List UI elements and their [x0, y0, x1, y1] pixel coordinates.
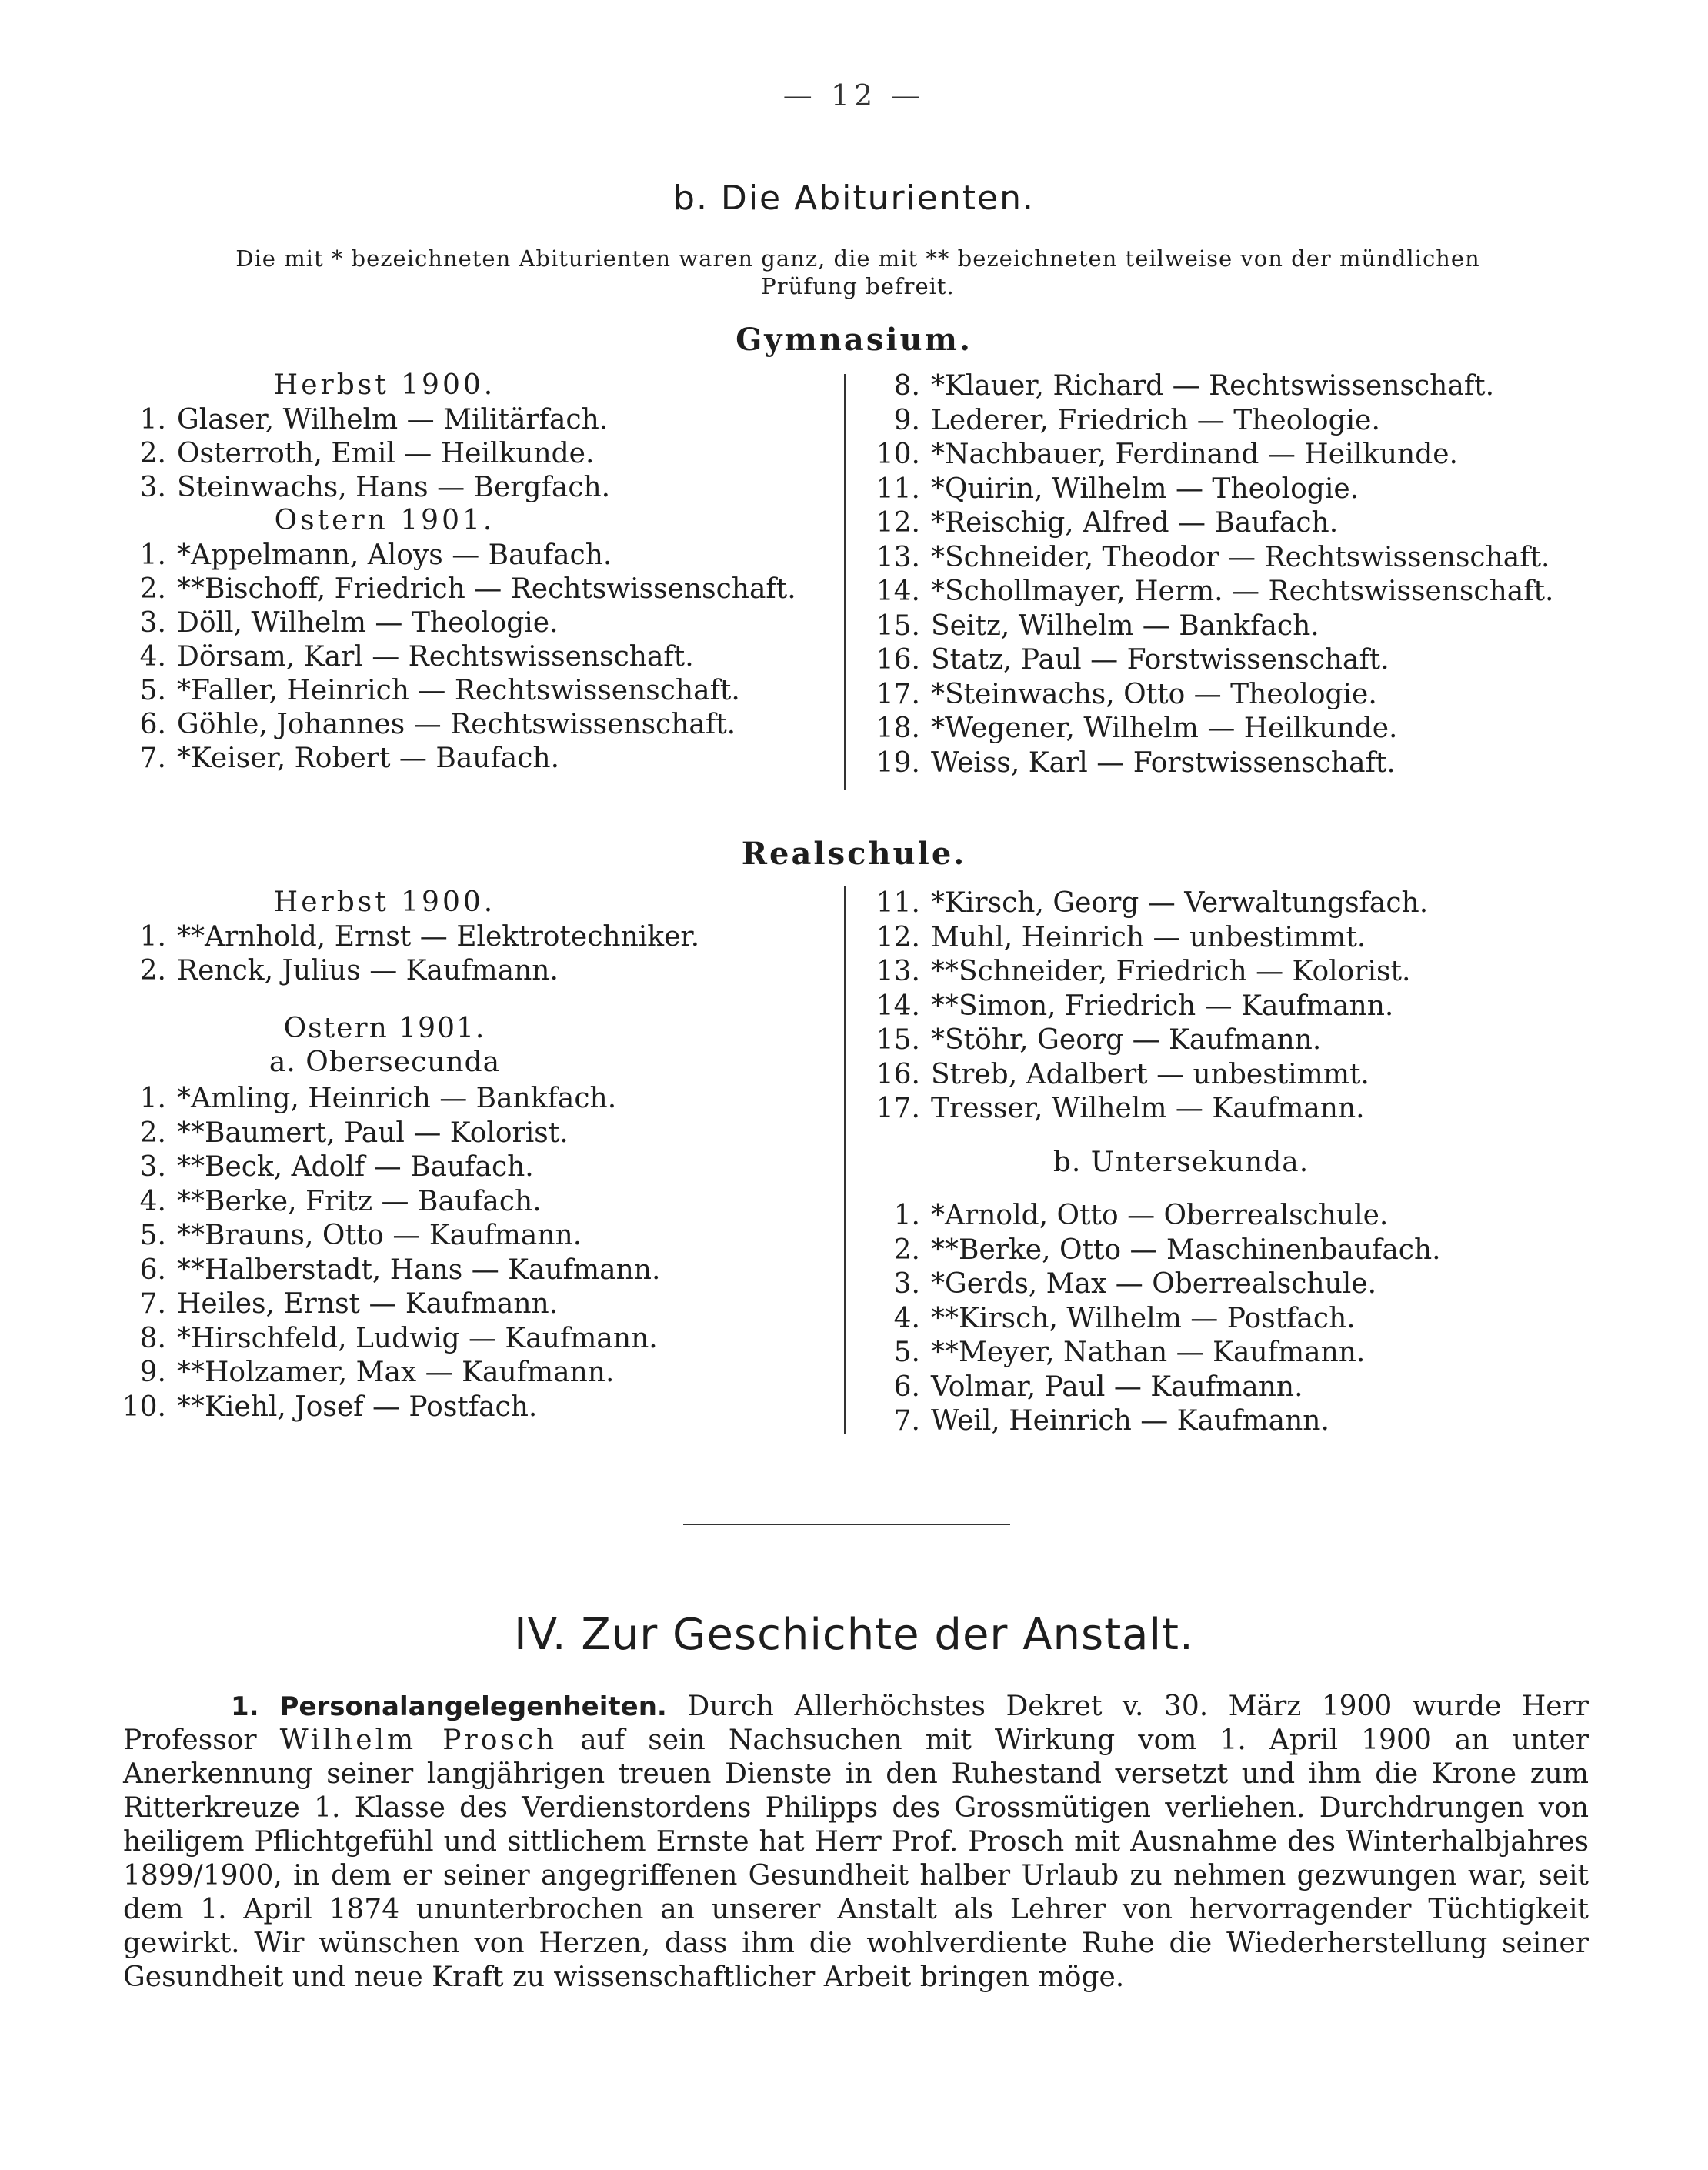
list-item-text: Volmar, Paul — Kaufmann.: [931, 1370, 1303, 1403]
list-item-text: Statz, Paul — Forstwissenschaft.: [931, 644, 1389, 676]
list-item-number: 2.: [139, 1117, 166, 1149]
list-item-text: *Schneider, Theodor — Rechtswissenschaft.: [931, 541, 1550, 573]
list-item-text: **Kiehl, Josef — Postfach.: [177, 1390, 538, 1423]
list-item-number: 13.: [876, 956, 920, 987]
list-item-text: **Halberstadt, Hans — Kaufmann.: [177, 1254, 661, 1286]
list-item: [139, 1322, 658, 1356]
list-item: [893, 369, 1495, 403]
list-item-text: **Arnhold, Ernst — Elektrotechniker.: [177, 921, 700, 953]
list-item: [893, 404, 1380, 438]
list-item-number: 4.: [893, 1302, 920, 1334]
realschule-right-column: [876, 886, 1608, 1441]
list-item: [893, 1199, 1389, 1233]
list-item-number: 3.: [139, 1151, 166, 1183]
list-item-number: 15.: [876, 1024, 920, 1056]
list-item: [893, 1234, 1441, 1267]
list-item: [876, 1092, 1365, 1126]
page-number: — 12 —: [782, 78, 926, 112]
list-item-number: 1.: [893, 1200, 920, 1231]
list-item-number: 9.: [893, 404, 920, 436]
list-item: [139, 403, 609, 437]
list-item-number: 1.: [139, 404, 166, 436]
list-item: [876, 575, 1554, 609]
section-iv-title: IV. Zur Geschichte der Anstalt.: [514, 1610, 1194, 1660]
list-item: [139, 1185, 542, 1219]
list-item: [139, 437, 595, 471]
list-item: [876, 746, 1396, 780]
list-item-text: *Quirin, Wilhelm — Theologie.: [931, 472, 1359, 505]
list-item-text: Göhle, Johannes — Rechtswissenschaft.: [177, 709, 736, 740]
list-item-number: 7.: [893, 1405, 920, 1437]
list-item-text: **Baumert, Paul — Kolorist.: [177, 1117, 569, 1149]
list-item-text: *Stöhr, Georg — Kaufmann.: [931, 1024, 1322, 1056]
list-item: [876, 1023, 1322, 1057]
list-item-number: 3.: [139, 607, 166, 639]
untersekunda-label: b. Untersekunda.: [1052, 1147, 1309, 1178]
gymnasium-ostern-label: Ostern 1901.: [274, 505, 495, 536]
list-item-text: *Kirsch, Georg — Verwaltungsfach.: [931, 887, 1429, 919]
list-item-number: 10.: [876, 439, 920, 470]
list-item: [876, 438, 1459, 472]
gymnasium-left-column: [139, 369, 823, 800]
list-item-number: 12.: [876, 921, 920, 953]
paragraph-text-2: auf sein Nachsuchen mit Wirkung vom 1. April 1900 an unter Anerkennung seiner langjährigen treuen Dienste in den Ruhestand versetzt und ihm die Krone zum Ritterkreuze 1. Klasse des Verdienstordens Philipps des Grossmütigen verliehen. Durchdrungen von heiligem Pflichtgefühl und sittlichem Ernste hat Herr Prof. Prosch mit Ausnahme des Winterhalbjahres 1899/1900, in dem er seiner angegriffenen Gesundheit halber Urlaub zu nehmen gezwungen war, seit dem 1. April 1874 ununterbrochen an unserer Anstalt als Lehrer von hervorragender Tüchtigkeit gewirkt. Wir wünschen von Herzen, dass ihm die wohlverdiente Ruhe die Wiederherstellung seiner Gesundheit und neue Kraft zu wissenschaftlicher Arbeit bringen möge.: [123, 1724, 1589, 1993]
list-item: [876, 990, 1394, 1023]
realschule-herbst-label: Herbst 1900.: [273, 886, 496, 918]
list-item-text: Heiles, Ernst — Kaufmann.: [177, 1288, 559, 1320]
list-item-number: 6.: [139, 709, 166, 740]
list-item-text: Dörsam, Karl — Rechtswissenschaft.: [177, 641, 694, 673]
obersecunda-label: a. Obersecunda: [269, 1047, 501, 1078]
section-divider: [683, 1524, 1010, 1525]
list-item-number: 1.: [139, 539, 166, 571]
list-item-number: 14.: [876, 576, 920, 607]
list-item: [876, 506, 1339, 540]
list-item-text: *Faller, Heinrich — Rechtswissenschaft.: [177, 675, 740, 706]
list-item-text: Weil, Heinrich — Kaufmann.: [931, 1405, 1329, 1437]
realschule-heading: Realschule.: [741, 836, 967, 872]
list-item-number: 9.: [139, 1357, 166, 1388]
list-item: [139, 1254, 661, 1287]
list-item: [139, 1356, 615, 1390]
paragraph-text-1: Durch Allerhöchstes Dekret v. 30. März 1900 wurde Herr Professor: [123, 1691, 1589, 1756]
list-item: [139, 954, 559, 988]
list-item-text: *Wegener, Wilhelm — Heilkunde.: [931, 713, 1398, 744]
list-item-text: Osterroth, Emil — Heilkunde.: [177, 438, 595, 469]
list-item-text: *Schollmayer, Herm. — Rechtswissenschaft.: [931, 576, 1554, 607]
list-item-number: 6.: [893, 1370, 920, 1403]
realschule-ostern-label: Ostern 1901.: [283, 1013, 486, 1044]
list-item: [139, 1150, 534, 1184]
list-item-number: 3.: [139, 472, 166, 503]
list-item-text: **Beck, Adolf — Baufach.: [177, 1151, 534, 1183]
realschule-column-divider: [844, 886, 846, 1434]
list-item: [122, 1390, 538, 1424]
list-item-text: *Hirschfeld, Ludwig — Kaufmann.: [177, 1322, 658, 1354]
list-item-text: **Kirsch, Wilhelm — Postfach.: [931, 1302, 1356, 1334]
list-item: [139, 606, 559, 640]
list-item-text: **Brauns, Otto — Kaufmann.: [177, 1220, 582, 1251]
list-item-text: *Appelmann, Aloys — Baufach.: [177, 539, 612, 571]
list-item-text: Steinwachs, Hans — Bergfach.: [177, 472, 611, 503]
list-item-number: 4.: [139, 641, 166, 673]
list-item: [139, 640, 694, 674]
list-item: [876, 955, 1411, 989]
list-item-number: 2.: [139, 573, 166, 605]
list-item-number: 14.: [876, 990, 920, 1022]
list-item-text: *Klauer, Richard — Rechtswissenschaft.: [931, 370, 1495, 402]
list-item: [139, 742, 560, 776]
list-item: [893, 1370, 1303, 1404]
list-item-number: 18.: [876, 713, 920, 744]
list-item: [876, 886, 1429, 920]
list-item-number: 2.: [139, 438, 166, 469]
list-item-text: Streb, Adalbert — unbestimmt.: [931, 1058, 1369, 1090]
gymnasium-right-column: [876, 369, 1608, 800]
list-item-text: **Bischoff, Friedrich — Rechtswissenschaft.: [177, 573, 796, 605]
list-item-text: **Schneider, Friedrich — Kolorist.: [931, 956, 1411, 987]
list-item-number: 17.: [876, 1093, 920, 1124]
list-item: [893, 1267, 1377, 1301]
list-item-text: *Arnold, Otto — Oberrealschule.: [931, 1200, 1389, 1231]
list-item-text: **Holzamer, Max — Kaufmann.: [177, 1357, 615, 1388]
list-item-number: 4.: [139, 1185, 166, 1217]
list-item: [139, 1287, 559, 1321]
list-item-text: Glaser, Wilhelm — Militärfach.: [177, 404, 609, 436]
list-item: [139, 674, 740, 708]
list-item: [139, 539, 612, 573]
list-item-number: 7.: [139, 743, 166, 774]
paragraph-name: Wilhelm Prosch: [279, 1724, 558, 1756]
list-item-text: **Meyer, Nathan — Kaufmann.: [931, 1337, 1366, 1368]
list-item-number: 17.: [876, 678, 920, 710]
gymnasium-heading: Gymnasium.: [736, 322, 972, 358]
list-item-number: 5.: [139, 675, 166, 706]
gymnasium-herbst-label: Herbst 1900.: [273, 369, 496, 401]
list-item-text: *Keiser, Robert — Baufach.: [177, 743, 560, 774]
list-item-number: 16.: [876, 1058, 920, 1090]
realschule-left-column: [122, 886, 823, 1441]
list-item-text: *Reischig, Alfred — Baufach.: [931, 507, 1339, 539]
personal-paragraph: [123, 1690, 1589, 1995]
list-item-number: 19.: [876, 746, 920, 779]
list-item-number: 11.: [876, 472, 920, 505]
list-item: [876, 472, 1359, 506]
list-item-text: Lederer, Friedrich — Theologie.: [931, 404, 1380, 436]
list-item-number: 8.: [139, 1322, 166, 1354]
list-item: [876, 712, 1398, 746]
list-item-number: 2.: [893, 1234, 920, 1266]
list-item: [139, 573, 796, 606]
list-item: [139, 471, 611, 505]
list-item: [139, 1219, 582, 1253]
list-item-number: 3.: [893, 1268, 920, 1300]
paragraph-lead: 1. Personalangelegenheiten.: [231, 1691, 667, 1722]
list-item: [893, 1336, 1366, 1370]
list-item-number: 1.: [139, 921, 166, 953]
list-item: [876, 678, 1377, 712]
list-item-number: 2.: [139, 955, 166, 987]
list-item-number: 13.: [876, 541, 920, 573]
list-item-text: Tresser, Wilhelm — Kaufmann.: [931, 1093, 1365, 1124]
list-item-text: *Gerds, Max — Oberrealschule.: [931, 1268, 1377, 1300]
list-item-number: 8.: [893, 370, 920, 402]
list-item-text: Döll, Wilhelm — Theologie.: [177, 607, 559, 639]
list-item-text: **Simon, Friedrich — Kaufmann.: [931, 990, 1394, 1022]
list-item: [876, 541, 1550, 575]
gymnasium-column-divider: [844, 374, 846, 790]
list-item: [876, 643, 1389, 677]
list-item: [876, 1058, 1369, 1092]
list-item-number: 5.: [139, 1220, 166, 1251]
list-item-number: 10.: [122, 1390, 166, 1423]
list-item: [139, 920, 700, 954]
list-item-text: *Steinwachs, Otto — Theologie.: [931, 678, 1377, 710]
list-item: [876, 921, 1366, 955]
list-item-number: 5.: [893, 1337, 920, 1368]
list-item-number: 16.: [876, 644, 920, 676]
list-item-text: Muhl, Heinrich — unbestimmt.: [931, 921, 1366, 953]
list-item: [893, 1404, 1329, 1438]
list-item-number: 15.: [876, 609, 920, 642]
list-item: [139, 708, 736, 742]
list-item: [893, 1302, 1356, 1336]
list-item-number: 11.: [876, 887, 920, 919]
list-item-text: **Berke, Otto — Maschinenbaufach.: [931, 1234, 1441, 1266]
list-item-number: 1.: [139, 1083, 166, 1114]
list-item-text: Weiss, Karl — Forstwissenschaft.: [931, 746, 1396, 779]
list-item-text: **Berke, Fritz — Baufach.: [177, 1185, 542, 1217]
list-item-number: 6.: [139, 1254, 166, 1286]
list-item-number: 12.: [876, 507, 920, 539]
list-item-text: *Amling, Heinrich — Bankfach.: [177, 1083, 617, 1114]
list-item-text: *Nachbauer, Ferdinand — Heilkunde.: [931, 439, 1459, 470]
list-item: [139, 1082, 617, 1116]
list-item: [876, 609, 1319, 643]
exemption-note: Die mit * bezeichneten Abiturienten waren ganz, die mit ** bezeichneten teilweise von der mündlichen Prüfung befreit.: [235, 245, 1480, 299]
list-item-text: Renck, Julius — Kaufmann.: [177, 955, 559, 987]
list-item-number: 7.: [139, 1288, 166, 1320]
list-item: [139, 1117, 569, 1150]
list-item-text: Seitz, Wilhelm — Bankfach.: [931, 609, 1319, 642]
section-b-title: b. Die Abiturienten.: [673, 179, 1035, 218]
